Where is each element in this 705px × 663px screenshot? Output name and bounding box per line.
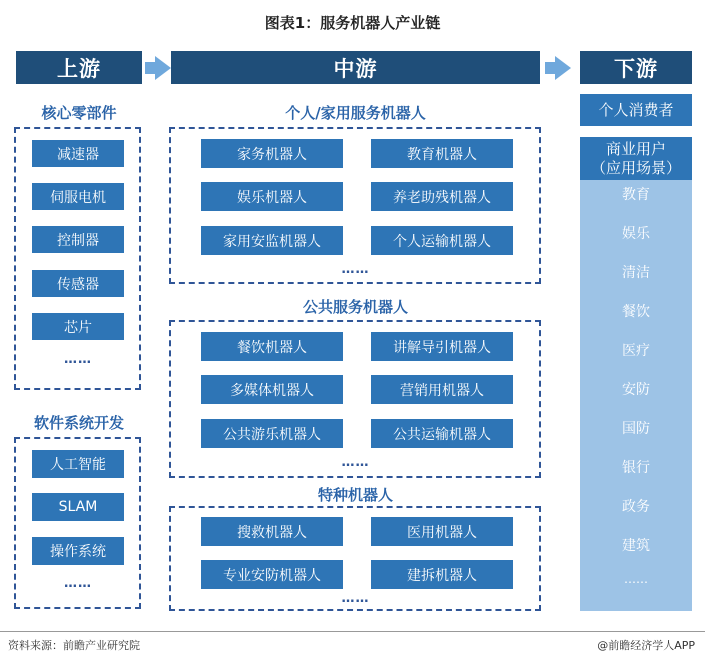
midstream-header: 中游 xyxy=(171,51,540,84)
arrow-mid-down-stem xyxy=(545,62,555,74)
core-item: 控制器 xyxy=(32,226,124,253)
scenario-item: 清洁 xyxy=(622,265,650,281)
public-more: …… xyxy=(341,455,370,470)
source-note: 资料来源：前瞻产业研究院 xyxy=(8,639,140,652)
upstream-header: 上游 xyxy=(16,51,142,84)
public-robot-item: 营销用机器人 xyxy=(371,375,513,404)
software-more: …… xyxy=(64,576,92,591)
personal-robot-item: 养老助残机器人 xyxy=(371,182,513,211)
core-more: …… xyxy=(64,352,92,367)
scenario-item: 医疗 xyxy=(622,343,650,359)
personal-robot-item: 娱乐机器人 xyxy=(201,182,343,211)
scenario-item: 建筑 xyxy=(622,538,650,554)
personal-robot-item: 家务机器人 xyxy=(201,139,343,168)
scenario-item: 安防 xyxy=(622,382,650,398)
personal-more: …… xyxy=(341,262,370,277)
special-robot-item: 医用机器人 xyxy=(371,517,513,546)
scenario-item: 教育 xyxy=(622,187,650,203)
scenario-item: 娱乐 xyxy=(622,226,650,242)
personal-robots-title: 个人/家用服务机器人 xyxy=(285,104,426,122)
core-item: 减速器 xyxy=(32,140,124,167)
public-robots-title: 公共服务机器人 xyxy=(302,298,408,316)
personal-robot-item: 教育机器人 xyxy=(371,139,513,168)
scenario-item: 银行 xyxy=(622,460,650,476)
public-robot-item: 公共运输机器人 xyxy=(371,419,513,448)
public-robot-item: 餐饮机器人 xyxy=(201,332,343,361)
special-robot-item: 建拆机器人 xyxy=(371,560,513,589)
special-robot-item: 搜救机器人 xyxy=(201,517,343,546)
personal-robot-item: 家用安监机器人 xyxy=(201,226,343,255)
software-item: 操作系统 xyxy=(32,537,124,565)
special-robots-title: 特种机器人 xyxy=(317,486,393,504)
special-robot-item: 专业安防机器人 xyxy=(201,560,343,589)
public-robot-item: 多媒体机器人 xyxy=(201,375,343,404)
consumer-chip: 个人消费者 xyxy=(580,94,692,126)
chart-title: 图表1：服务机器人产业链 xyxy=(264,14,441,32)
scenario-item: 国防 xyxy=(622,421,650,437)
arrow-right-icon xyxy=(155,56,171,80)
scenario-item: 餐饮 xyxy=(622,304,650,320)
core-item: 传感器 xyxy=(32,270,124,297)
core-item: 芯片 xyxy=(32,313,124,340)
footer-divider xyxy=(0,631,705,632)
public-robot-item: 公共游乐机器人 xyxy=(201,419,343,448)
software-title: 软件系统开发 xyxy=(33,414,124,432)
personal-robot-item: 个人运输机器人 xyxy=(371,226,513,255)
scenario-more: …… xyxy=(624,572,648,586)
downstream-header: 下游 xyxy=(580,51,692,84)
business-users-chip xyxy=(580,137,692,180)
public-robot-item: 讲解导引机器人 xyxy=(371,332,513,361)
core-components-title: 核心零部件 xyxy=(41,104,117,122)
arrow-right-icon xyxy=(555,56,571,80)
core-item: 伺服电机 xyxy=(32,183,124,210)
software-item: 人工智能 xyxy=(32,450,124,478)
scenario-item: 政务 xyxy=(622,499,650,515)
business-users-sublabel: （应用场景） xyxy=(590,158,681,177)
special-more: …… xyxy=(341,591,370,606)
arrow-up-mid-stem xyxy=(145,62,155,74)
business-users-label: 商业用户 xyxy=(605,139,666,158)
brand-note: @前瞻经济学人APP xyxy=(597,639,695,652)
software-item: SLAM xyxy=(32,493,124,521)
